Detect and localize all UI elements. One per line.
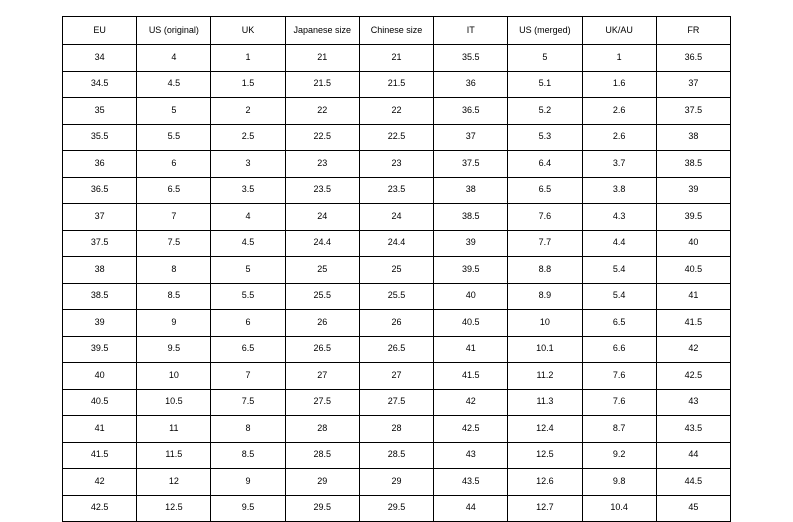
cell-us-merged: 12.7 (508, 495, 582, 522)
table-row (63, 151, 731, 178)
cell-fr: 42.5 (656, 363, 730, 390)
cell-eu: 38.5 (63, 283, 137, 310)
cell-japanese-size: 24.4 (285, 230, 359, 257)
cell-uk-au: 9.8 (582, 469, 656, 496)
cell-us-original: 6 (137, 151, 211, 178)
cell-us-merged: 11.3 (508, 389, 582, 416)
cell-uk-au: 1 (582, 45, 656, 72)
cell-uk: 2.5 (211, 124, 285, 151)
cell-it: 36 (434, 71, 508, 98)
cell-uk: 5 (211, 257, 285, 284)
table-row (63, 98, 731, 125)
cell-eu: 42 (63, 469, 137, 496)
cell-uk: 3.5 (211, 177, 285, 204)
column-header-eu: EU (63, 17, 137, 45)
cell-japanese-size: 26.5 (285, 336, 359, 363)
table-row (63, 257, 731, 284)
cell-chinese-size: 22.5 (359, 124, 433, 151)
cell-fr: 38.5 (656, 151, 730, 178)
cell-japanese-size: 22 (285, 98, 359, 125)
cell-fr: 41.5 (656, 310, 730, 337)
cell-chinese-size: 24 (359, 204, 433, 231)
cell-chinese-size: 29 (359, 469, 433, 496)
cell-eu: 40 (63, 363, 137, 390)
cell-chinese-size: 25 (359, 257, 433, 284)
cell-uk-au: 10.4 (582, 495, 656, 522)
table-row (63, 469, 731, 496)
cell-it: 42.5 (434, 416, 508, 443)
cell-uk-au: 7.6 (582, 389, 656, 416)
cell-chinese-size: 26 (359, 310, 433, 337)
cell-uk: 2 (211, 98, 285, 125)
cell-eu: 41.5 (63, 442, 137, 469)
cell-us-merged: 6.4 (508, 151, 582, 178)
cell-us-merged: 10 (508, 310, 582, 337)
table-row (63, 336, 731, 363)
cell-it: 42 (434, 389, 508, 416)
cell-us-original: 6.5 (137, 177, 211, 204)
cell-us-merged: 10.1 (508, 336, 582, 363)
table-header-row (63, 17, 731, 45)
cell-eu: 35 (63, 98, 137, 125)
table-body (63, 45, 731, 522)
cell-us-original: 8 (137, 257, 211, 284)
cell-us-merged: 7.7 (508, 230, 582, 257)
cell-fr: 41 (656, 283, 730, 310)
cell-japanese-size: 29 (285, 469, 359, 496)
cell-uk: 1.5 (211, 71, 285, 98)
cell-it: 43 (434, 442, 508, 469)
cell-eu: 42.5 (63, 495, 137, 522)
cell-uk: 9.5 (211, 495, 285, 522)
cell-fr: 38 (656, 124, 730, 151)
cell-uk: 4 (211, 204, 285, 231)
cell-fr: 44.5 (656, 469, 730, 496)
cell-japanese-size: 29.5 (285, 495, 359, 522)
cell-us-merged: 12.4 (508, 416, 582, 443)
cell-fr: 43 (656, 389, 730, 416)
cell-uk-au: 6.6 (582, 336, 656, 363)
table-row (63, 416, 731, 443)
column-header-japanese-size: Japanese size (285, 17, 359, 45)
cell-chinese-size: 23.5 (359, 177, 433, 204)
cell-us-original: 5 (137, 98, 211, 125)
column-header-fr: FR (656, 17, 730, 45)
cell-fr: 40.5 (656, 257, 730, 284)
column-header-chinese-size: Chinese size (359, 17, 433, 45)
cell-uk-au: 6.5 (582, 310, 656, 337)
cell-it: 37 (434, 124, 508, 151)
cell-uk-au: 2.6 (582, 98, 656, 125)
cell-chinese-size: 27 (359, 363, 433, 390)
cell-us-merged: 11.2 (508, 363, 582, 390)
cell-us-original: 11.5 (137, 442, 211, 469)
table-row (63, 204, 731, 231)
cell-uk-au: 3.8 (582, 177, 656, 204)
cell-it: 39.5 (434, 257, 508, 284)
cell-us-merged: 6.5 (508, 177, 582, 204)
table-row (63, 230, 731, 257)
cell-eu: 37 (63, 204, 137, 231)
cell-uk-au: 8.7 (582, 416, 656, 443)
column-header-us-original: US (original) (137, 17, 211, 45)
cell-uk: 8.5 (211, 442, 285, 469)
cell-it: 38 (434, 177, 508, 204)
cell-us-original: 4.5 (137, 71, 211, 98)
cell-it: 40 (434, 283, 508, 310)
cell-chinese-size: 28 (359, 416, 433, 443)
cell-us-original: 7 (137, 204, 211, 231)
cell-uk-au: 5.4 (582, 257, 656, 284)
cell-fr: 43.5 (656, 416, 730, 443)
cell-us-original: 10.5 (137, 389, 211, 416)
cell-us-original: 9.5 (137, 336, 211, 363)
cell-us-original: 5.5 (137, 124, 211, 151)
cell-chinese-size: 21.5 (359, 71, 433, 98)
cell-eu: 40.5 (63, 389, 137, 416)
cell-chinese-size: 21 (359, 45, 433, 72)
cell-uk-au: 4.3 (582, 204, 656, 231)
cell-it: 39 (434, 230, 508, 257)
cell-us-merged: 8.9 (508, 283, 582, 310)
cell-uk: 3 (211, 151, 285, 178)
cell-fr: 37.5 (656, 98, 730, 125)
cell-us-original: 4 (137, 45, 211, 72)
cell-japanese-size: 22.5 (285, 124, 359, 151)
cell-japanese-size: 23.5 (285, 177, 359, 204)
cell-eu: 39.5 (63, 336, 137, 363)
column-header-uk: UK (211, 17, 285, 45)
cell-chinese-size: 25.5 (359, 283, 433, 310)
cell-uk: 7.5 (211, 389, 285, 416)
cell-japanese-size: 27 (285, 363, 359, 390)
table-header (63, 17, 731, 45)
table-row (63, 363, 731, 390)
cell-uk: 7 (211, 363, 285, 390)
table-row (63, 389, 731, 416)
column-header-us-merged: US (merged) (508, 17, 582, 45)
cell-eu: 36 (63, 151, 137, 178)
cell-us-merged: 12.5 (508, 442, 582, 469)
cell-japanese-size: 21 (285, 45, 359, 72)
cell-us-original: 10 (137, 363, 211, 390)
cell-chinese-size: 29.5 (359, 495, 433, 522)
cell-japanese-size: 28 (285, 416, 359, 443)
cell-us-original: 9 (137, 310, 211, 337)
cell-uk-au: 9.2 (582, 442, 656, 469)
table-row (63, 71, 731, 98)
cell-eu: 34 (63, 45, 137, 72)
table-row (63, 177, 731, 204)
cell-us-original: 7.5 (137, 230, 211, 257)
cell-japanese-size: 21.5 (285, 71, 359, 98)
cell-eu: 37.5 (63, 230, 137, 257)
cell-japanese-size: 23 (285, 151, 359, 178)
cell-chinese-size: 24.4 (359, 230, 433, 257)
cell-japanese-size: 26 (285, 310, 359, 337)
cell-chinese-size: 23 (359, 151, 433, 178)
cell-japanese-size: 28.5 (285, 442, 359, 469)
cell-it: 40.5 (434, 310, 508, 337)
cell-us-merged: 5.3 (508, 124, 582, 151)
cell-it: 36.5 (434, 98, 508, 125)
cell-japanese-size: 25 (285, 257, 359, 284)
cell-eu: 41 (63, 416, 137, 443)
cell-eu: 39 (63, 310, 137, 337)
cell-us-original: 12 (137, 469, 211, 496)
cell-uk: 8 (211, 416, 285, 443)
cell-uk: 9 (211, 469, 285, 496)
cell-japanese-size: 24 (285, 204, 359, 231)
cell-us-merged: 5.2 (508, 98, 582, 125)
cell-us-original: 12.5 (137, 495, 211, 522)
cell-fr: 36.5 (656, 45, 730, 72)
cell-us-merged: 7.6 (508, 204, 582, 231)
cell-fr: 37 (656, 71, 730, 98)
cell-it: 41 (434, 336, 508, 363)
cell-us-merged: 8.8 (508, 257, 582, 284)
cell-uk: 6 (211, 310, 285, 337)
cell-it: 44 (434, 495, 508, 522)
cell-uk-au: 5.4 (582, 283, 656, 310)
table-row (63, 442, 731, 469)
cell-it: 41.5 (434, 363, 508, 390)
cell-eu: 36.5 (63, 177, 137, 204)
cell-uk-au: 7.6 (582, 363, 656, 390)
cell-japanese-size: 25.5 (285, 283, 359, 310)
table-row (63, 124, 731, 151)
cell-eu: 38 (63, 257, 137, 284)
cell-fr: 39 (656, 177, 730, 204)
cell-us-merged: 5 (508, 45, 582, 72)
cell-chinese-size: 22 (359, 98, 433, 125)
cell-us-original: 8.5 (137, 283, 211, 310)
cell-uk-au: 4.4 (582, 230, 656, 257)
cell-uk: 5.5 (211, 283, 285, 310)
shoe-size-conversion-table (62, 16, 731, 522)
cell-chinese-size: 26.5 (359, 336, 433, 363)
cell-fr: 42 (656, 336, 730, 363)
cell-eu: 35.5 (63, 124, 137, 151)
cell-uk-au: 1.6 (582, 71, 656, 98)
table-row (63, 45, 731, 72)
cell-fr: 45 (656, 495, 730, 522)
table-row (63, 495, 731, 522)
cell-japanese-size: 27.5 (285, 389, 359, 416)
cell-uk: 1 (211, 45, 285, 72)
cell-fr: 39.5 (656, 204, 730, 231)
cell-us-original: 11 (137, 416, 211, 443)
cell-it: 43.5 (434, 469, 508, 496)
cell-uk-au: 3.7 (582, 151, 656, 178)
cell-us-merged: 12.6 (508, 469, 582, 496)
cell-chinese-size: 28.5 (359, 442, 433, 469)
cell-it: 37.5 (434, 151, 508, 178)
cell-us-merged: 5.1 (508, 71, 582, 98)
table-row (63, 283, 731, 310)
cell-chinese-size: 27.5 (359, 389, 433, 416)
column-header-it: IT (434, 17, 508, 45)
table-row (63, 310, 731, 337)
cell-eu: 34.5 (63, 71, 137, 98)
column-header-uk-au: UK/AU (582, 17, 656, 45)
cell-uk: 6.5 (211, 336, 285, 363)
cell-fr: 44 (656, 442, 730, 469)
cell-it: 35.5 (434, 45, 508, 72)
cell-it: 38.5 (434, 204, 508, 231)
cell-uk-au: 2.6 (582, 124, 656, 151)
cell-fr: 40 (656, 230, 730, 257)
cell-uk: 4.5 (211, 230, 285, 257)
